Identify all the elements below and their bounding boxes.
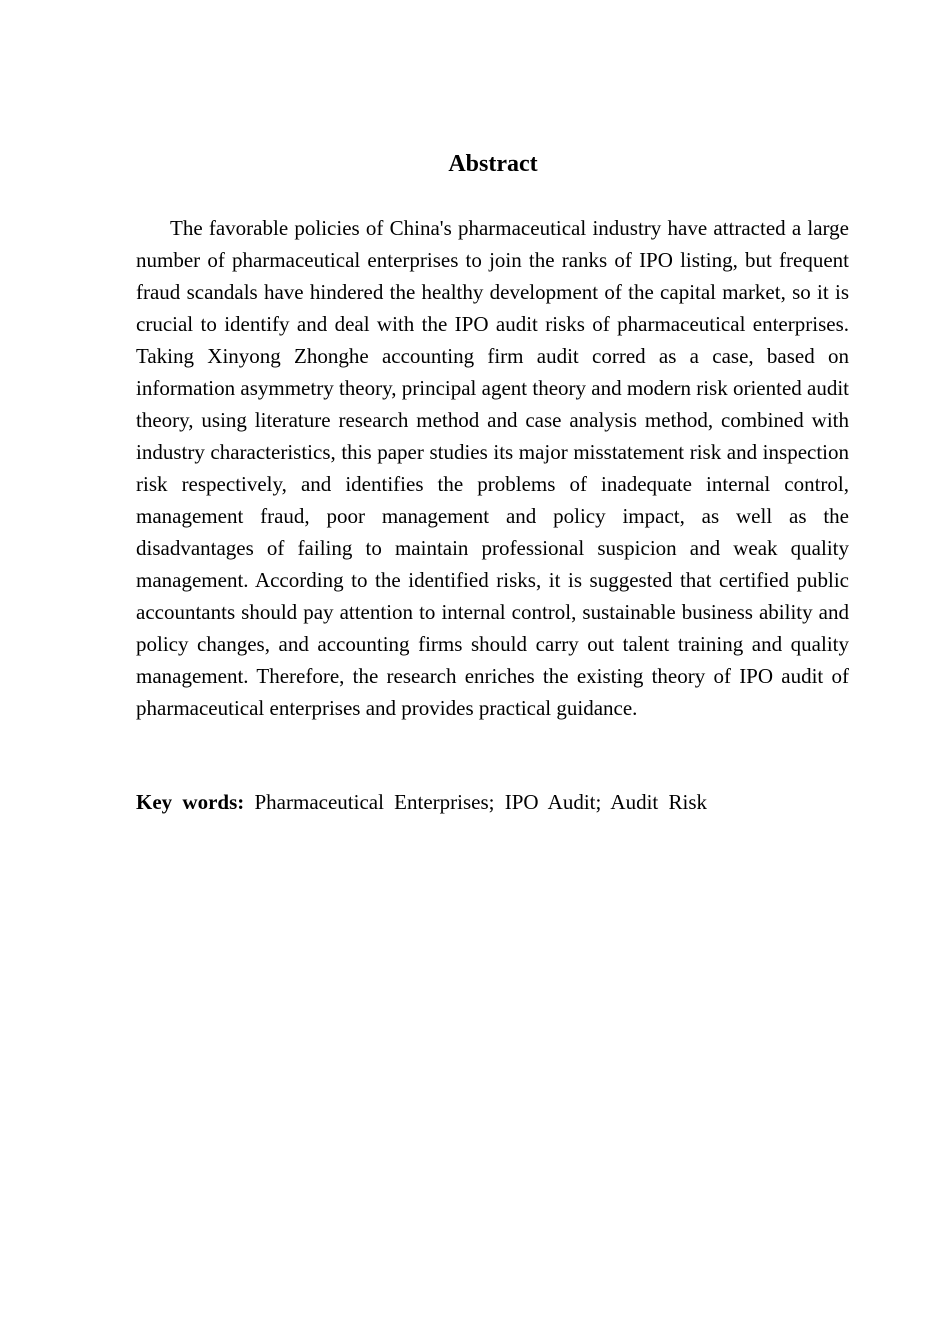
keywords-value: Pharmaceutical Enterprises; IPO Audit; Audit Risk: [254, 790, 708, 814]
keywords-line: [136, 786, 849, 818]
abstract-body: The favorable policies of China's pharmaceutical industry have attracted a large number of pharmaceutical enterprises to join the ranks of IPO listing, but frequent fraud scandals have hindered the healthy development of the capital market, so it is crucial to identify and deal with the IPO audit risks of pharmaceutical enterprises. Taking Xinyong Zhonghe accounting firm audit corred as a case, based on information asymmetry theory, principal agent theory and modern risk oriented audit theory, using literature research method and case analysis method, combined with industry characteristics, this paper studies its major misstatement risk and inspection risk respectively, and identifies the problems of inadequate internal control, management fraud, poor management and policy impact, as well as the disadvantages of failing to maintain professional suspicion and weak quality management. According to the identified risks, it is suggested that certified public accountants should pay attention to internal control, sustainable business ability and policy changes, and accounting firms should carry out talent training and quality management. Therefore, the research enriches the existing theory of IPO audit of pharmaceutical enterprises and provides practical guidance.: [136, 216, 850, 720]
keywords-label: Key words:: [136, 790, 245, 814]
abstract-title: Abstract: [448, 151, 538, 177]
